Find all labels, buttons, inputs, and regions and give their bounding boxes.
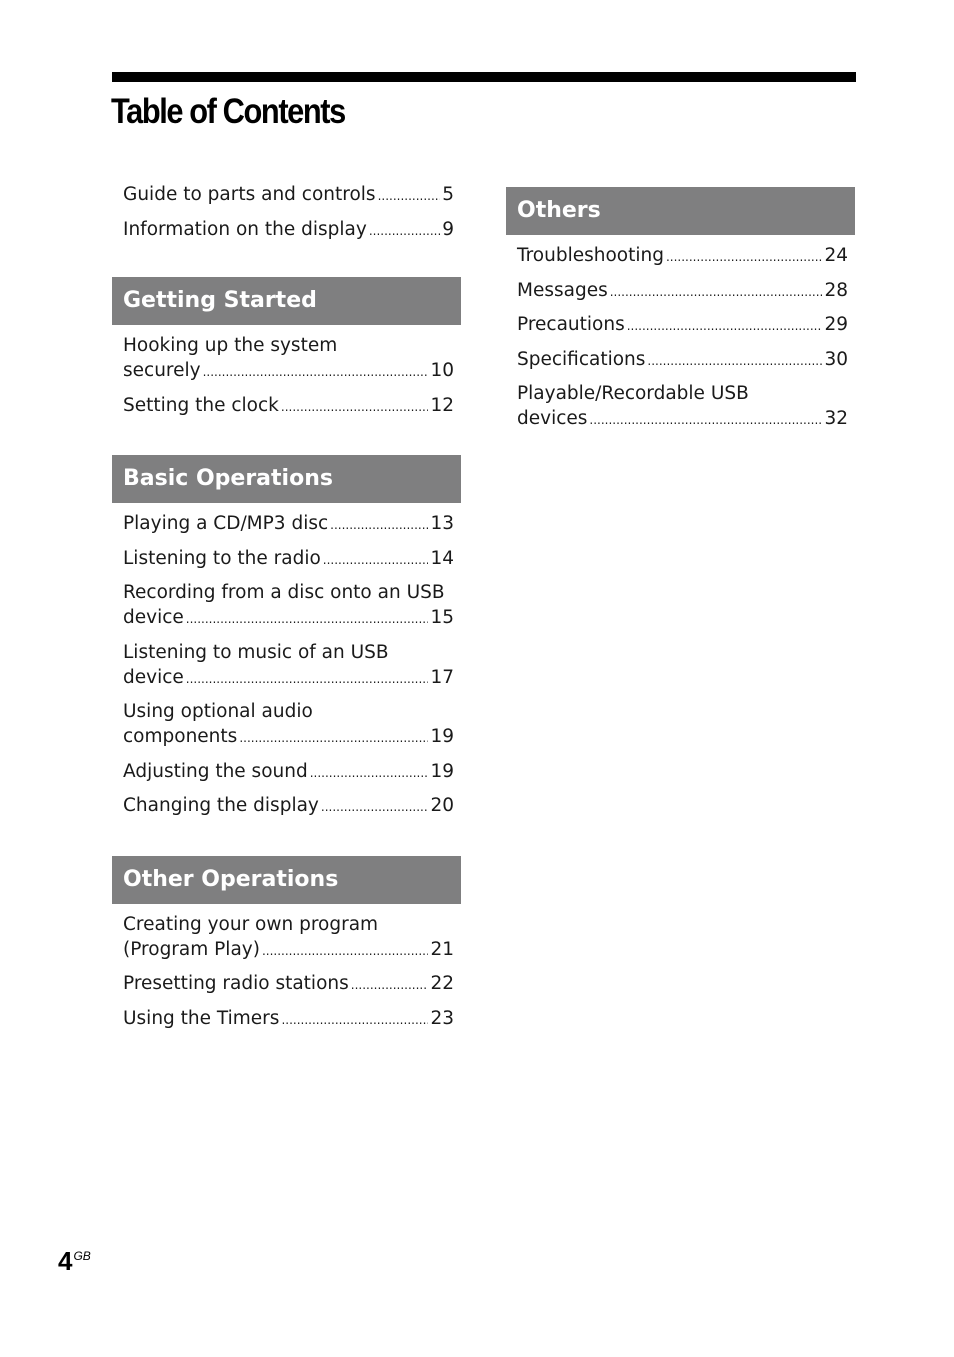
toc-section-other-operations — [112, 856, 461, 1033]
toc-entry-text: (Program Play) — [123, 938, 260, 960]
toc-page-number: 15 — [430, 607, 454, 628]
toc-entry-changing-the-display[interactable] — [123, 793, 454, 820]
toc-entry-creating-your-own-program-program-play[interactable] — [123, 912, 454, 964]
toc-entry-text: Using the Timers — [123, 1007, 280, 1029]
toc-entry-line — [123, 605, 454, 632]
toc-entry-troubleshooting[interactable] — [517, 243, 848, 270]
toc-entry-precautions[interactable] — [517, 312, 848, 339]
dot-leader — [647, 349, 822, 374]
dot-leader — [186, 607, 429, 632]
toc-entry-line — [123, 665, 454, 692]
toc-entry-text-line1: Using optional audio — [123, 701, 313, 722]
footer-page-number — [58, 1246, 91, 1277]
toc-page-number: 28 — [824, 279, 848, 301]
toc-page-number: 9 — [442, 218, 454, 240]
toc-entry-list — [112, 503, 461, 820]
toc-entry-information-on-the-display[interactable] — [123, 217, 454, 244]
toc-entry-text: Listening to the radio — [123, 547, 321, 569]
toc-page-number: 13 — [430, 513, 454, 534]
dot-leader — [281, 395, 429, 420]
toc-entry-line — [123, 182, 454, 209]
dot-leader — [369, 219, 440, 244]
toc-entry-line — [517, 243, 848, 270]
toc-entry-text: devices — [517, 408, 588, 429]
dot-leader — [378, 184, 441, 209]
dot-leader — [330, 513, 428, 538]
toc-entry-listening-to-the-radio[interactable] — [123, 546, 454, 573]
toc-page-number: 22 — [430, 973, 454, 994]
toc-entry-text: Setting the clock — [123, 394, 279, 416]
dot-leader — [321, 795, 429, 820]
dot-leader — [323, 548, 429, 573]
dot-leader — [666, 245, 823, 270]
dot-leader — [310, 761, 429, 786]
toc-entry-line — [123, 724, 454, 751]
section-header: Other Operations — [112, 856, 461, 904]
toc-section-others — [506, 187, 855, 433]
toc-entry-text: Messages — [517, 279, 608, 301]
toc-page-number: 5 — [442, 184, 454, 205]
section-gap — [112, 427, 461, 455]
toc-entry-listening-to-music-of-an-usb-device[interactable] — [123, 640, 454, 692]
toc-page-number: 20 — [430, 795, 454, 816]
toc-entry-text: device — [123, 607, 184, 628]
toc-entry-line — [123, 971, 454, 998]
page-title: Table of Contents — [111, 92, 345, 131]
toc-entry-text-line1: Recording from a disc onto an USB — [123, 582, 445, 603]
toc-entry-using-the-timers[interactable] — [123, 1006, 454, 1033]
section-gap — [112, 251, 461, 277]
toc-entry-playing-a-cd-mp3-disc[interactable] — [123, 511, 454, 538]
toc-entry-specifications[interactable] — [517, 347, 848, 374]
section-gap — [112, 828, 461, 856]
dot-leader — [281, 1008, 428, 1033]
dot-leader — [589, 408, 822, 433]
toc-entry-text: Guide to parts and controls — [123, 184, 376, 205]
section-header: Getting Started — [112, 277, 461, 325]
toc-entry-text: Presetting radio stations — [123, 973, 349, 994]
dot-leader — [627, 314, 823, 339]
dot-leader — [203, 360, 429, 385]
toc-section-getting-started — [112, 277, 461, 420]
toc-page-number: 30 — [824, 348, 848, 370]
toc-entry-list — [112, 904, 461, 1033]
toc-page-number: 21 — [430, 938, 454, 960]
toc-entry-hooking-up-the-system-securely[interactable] — [123, 333, 454, 385]
left-column — [112, 180, 461, 1040]
dot-leader — [610, 280, 823, 305]
toc-entry-text: Changing the display — [123, 795, 319, 816]
toc-entry-line — [123, 793, 454, 820]
toc-entry-text: securely — [123, 360, 201, 381]
toc-entry-guide-to-parts-and-controls[interactable] — [123, 182, 454, 209]
toc-entry-text: Troubleshooting — [517, 245, 664, 266]
toc-section-basic-operations — [112, 455, 461, 820]
toc-entry-line — [517, 312, 848, 339]
toc-entry-text: Adjusting the sound — [123, 760, 308, 782]
toc-entry-line — [123, 937, 454, 964]
toc-entry-text: Information on the display — [123, 218, 367, 240]
toc-entry-adjusting-the-sound[interactable] — [123, 759, 454, 786]
toc-page-number: 19 — [430, 726, 454, 747]
toc-entry-text-line1: Playable/Recordable USB — [517, 383, 749, 404]
toc-entry-line — [123, 358, 454, 385]
toc-entry-text-line1: Hooking up the system — [123, 335, 338, 356]
dot-leader — [239, 726, 428, 751]
toc-entry-text: device — [123, 666, 184, 688]
toc-page-number: 17 — [430, 666, 454, 688]
right-column — [506, 187, 855, 441]
toc-entry-line — [123, 511, 454, 538]
toc-entry-setting-the-clock[interactable] — [123, 393, 454, 420]
toc-entry-messages[interactable] — [517, 278, 848, 305]
toc-entry-list — [112, 180, 461, 244]
toc-entry-text: Specifications — [517, 348, 646, 370]
toc-entry-line — [123, 1006, 454, 1033]
dot-leader — [262, 939, 429, 964]
toc-page-number: 14 — [430, 547, 454, 569]
toc-page-number: 23 — [430, 1007, 454, 1029]
toc-page-number: 24 — [824, 245, 848, 266]
toc-entry-using-optional-audio-components[interactable] — [123, 699, 454, 751]
page-suffix: GB — [73, 1249, 91, 1263]
section-header: Others — [506, 187, 855, 235]
toc-page-number: 29 — [824, 314, 848, 335]
page-number: 4 — [58, 1246, 73, 1276]
dot-leader — [351, 973, 429, 998]
toc-entry-line — [123, 217, 454, 244]
toc-entry-line — [123, 546, 454, 573]
toc-entry-list — [506, 235, 855, 433]
toc-page-number: 19 — [430, 760, 454, 782]
toc-page-number: 10 — [430, 360, 454, 381]
toc-entry-line — [123, 393, 454, 420]
toc-entry-text: components — [123, 726, 238, 747]
toc-entry-line — [517, 347, 848, 374]
toc-page-number: 32 — [824, 408, 848, 429]
toc-entry-text-line1: Creating your own program — [123, 913, 379, 935]
dot-leader — [186, 667, 429, 692]
top-rule — [112, 72, 856, 82]
toc-entry-text: Playing a CD/MP3 disc — [123, 513, 329, 534]
toc-entry-text: Precautions — [517, 314, 625, 335]
toc-entry-line — [517, 278, 848, 305]
toc-entry-playable-recordable-usb-devices[interactable] — [517, 381, 848, 433]
toc-entry-line — [517, 406, 848, 433]
toc-page-number: 12 — [430, 394, 454, 416]
toc-entry-line — [123, 759, 454, 786]
toc-entry-text-line1: Listening to music of an USB — [123, 641, 389, 663]
toc-entry-presetting-radio-stations[interactable] — [123, 971, 454, 998]
section-header: Basic Operations — [112, 455, 461, 503]
toc-entry-list — [112, 325, 461, 420]
toc-entry-recording-from-a-disc-onto-an-usb-device[interactable] — [123, 580, 454, 632]
